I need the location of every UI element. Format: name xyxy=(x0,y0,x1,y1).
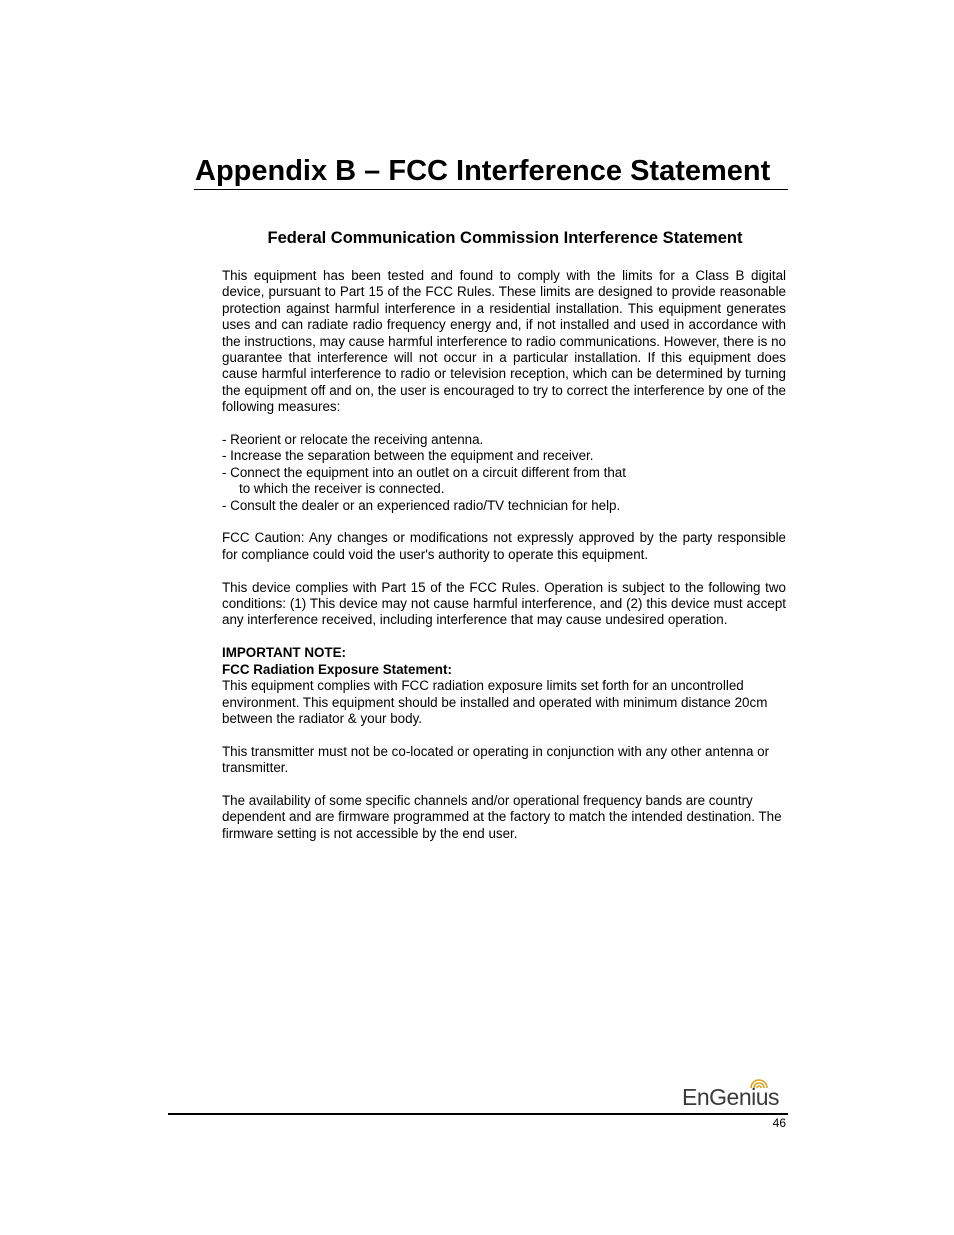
colocation-paragraph: This transmitter must not be co-located or operating in conjunction with any other antenna or transmitter. xyxy=(222,743,770,776)
list-item: - Consult the dealer or an experienced radio/TV technician for help. xyxy=(222,497,621,513)
engenius-logo xyxy=(682,1076,790,1110)
radiation-statement-heading: FCC Radiation Exposure Statement: xyxy=(222,661,452,677)
part15-paragraph: This device complies with Part 15 of the FCC Rules. Operation is subject to the following two conditions: (1) This device may not cause harmful interference, and (2) this device must accept any interference received, including interference that may cause undesired operation. xyxy=(222,579,786,628)
availability-paragraph: The availability of some specific channels and/or operational frequency bands are country dependent and are firmware programmed at the factory to match the intended destination. The firmware setting is not accessible by the end user. xyxy=(222,792,782,841)
page-title: Appendix B – FCC Interference Statement xyxy=(195,155,771,187)
important-note-heading: IMPORTANT NOTE: xyxy=(222,645,346,661)
logo-text: EnGenius xyxy=(682,1084,780,1110)
page-number: 46 xyxy=(772,1116,786,1130)
list-item: - Reorient or relocate the receiving antenna. xyxy=(222,432,484,448)
document-body xyxy=(222,268,786,859)
title-divider xyxy=(194,189,788,190)
footer-divider xyxy=(168,1113,788,1115)
intro-paragraph: This equipment has been tested and found to comply with the limits for a Class B digital device, pursuant to Part 15 of the FCC Rules. These limits are designed to provide reasonable protection against harmful interference in a residential installation. This equipment generates uses and can radiate radio frequency energy and, if not installed and used in accordance with the instructions, may cause harmful interference to radio communications. However, there is no guarantee that interference will not occur in a particular installation. If this equipment does cause harmful interference to radio or television reception, which can be determined by turning the equipment off and on, the user is encouraged to try to correct the interference by one of the following measures: xyxy=(222,268,786,415)
measures-list xyxy=(222,432,786,514)
list-item: - Connect the equipment into an outlet on a circuit different from that xyxy=(222,464,626,480)
list-item-continuation: to which the receiver is connected. xyxy=(239,481,445,497)
section-heading: Federal Communication Commission Interference Statement xyxy=(267,229,743,247)
radiation-paragraph: This equipment complies with FCC radiation exposure limits set forth for an uncontrolled environment. This equipment should be installed and operated with minimum distance 20cm between the radiator & your body. xyxy=(222,678,768,726)
caution-paragraph: FCC Caution: Any changes or modifications not expressly approved by the party responsible for compliance could void the user's authority to operate this equipment. xyxy=(222,530,786,562)
list-item: - Increase the separation between the equipment and receiver. xyxy=(222,448,594,464)
